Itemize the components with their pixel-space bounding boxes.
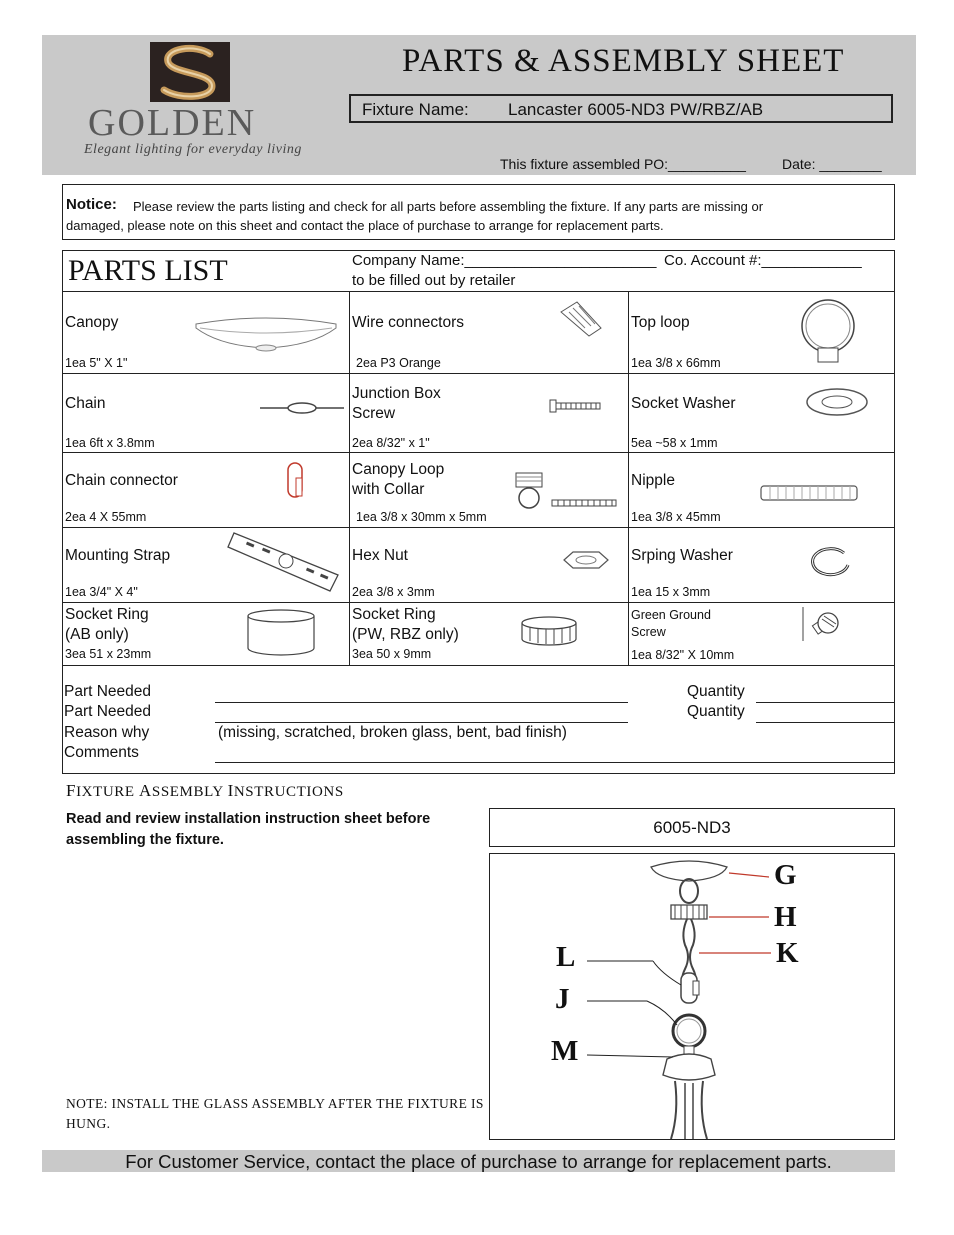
assembled-po-field: This fixture assembled PO:__________	[500, 156, 746, 172]
part-needed-label: Part Needed	[64, 703, 152, 720]
socket-ring-pw-icon	[518, 613, 580, 649]
diagram-label-j: J	[555, 983, 570, 1015]
part-name: Hex Nut	[352, 547, 408, 564]
row-divider	[62, 373, 895, 374]
top-loop-icon	[796, 298, 860, 368]
fixture-diagram-illustration	[489, 853, 895, 1140]
part-qty: 1ea 3/8 x 30mm x 5mm	[356, 510, 487, 524]
diagram-label-m: M	[551, 1035, 579, 1067]
spring-washer-icon	[804, 545, 856, 579]
instructions-read-text: Read and review installation instruction sheet before assembling the fixture.	[66, 811, 431, 848]
socket-ring-ab-icon	[244, 608, 318, 658]
part-qty: 2ea 8/32" x 1"	[352, 436, 430, 450]
row-divider	[62, 665, 895, 666]
part-qty: 1ea 15 x 3mm	[631, 585, 711, 599]
canopy-icon	[192, 310, 340, 355]
row-divider	[62, 291, 895, 292]
part-name: Socket Washer	[631, 395, 736, 412]
logo-wordmark: GOLDEN	[88, 102, 257, 144]
diagram-label-g: G	[774, 859, 797, 891]
part-qty: 1ea 3/8 x 66mm	[631, 356, 721, 370]
diagram-label-l: L	[556, 941, 576, 973]
date-field: Date: ________	[782, 156, 882, 172]
part-qty: 5ea ~58 x 1mm	[631, 436, 718, 450]
part-qty: 1ea 5" X 1"	[65, 356, 128, 370]
company-name-field: Company Name:_______________________	[352, 252, 657, 269]
part-name: Wire connectors	[352, 314, 464, 331]
part-qty: 3ea 50 x 9mm	[352, 647, 432, 661]
diagram-label-k: K	[776, 937, 799, 969]
part-name: Nipple	[631, 472, 675, 489]
row-divider	[62, 527, 895, 528]
reason-input-line[interactable]	[215, 762, 895, 763]
part-qty: 1ea 3/4" X 4"	[65, 585, 138, 599]
notice-text-line1: Please review the parts listing and check for all parts before assembling the fixture. If any parts are missing or	[133, 199, 764, 214]
quantity-label: Quantity	[687, 703, 745, 720]
page-title: PARTS & ASSEMBLY SHEET	[402, 43, 845, 79]
part-name: Top loop	[631, 314, 690, 331]
instructions-title: FIXTURE ASSEMBLY INSTRUCTIONS	[66, 781, 344, 800]
part-name: Socket Ring (PW, RBZ only)	[352, 606, 459, 643]
logo-tagline: Elegant lighting for everyday living	[84, 142, 302, 157]
part-qty: 3ea 51 x 23mm	[65, 647, 152, 661]
chain-icon	[258, 398, 346, 418]
row-divider	[62, 602, 895, 603]
glass-assembly-note: NOTE: INSTALL THE GLASS ASSEMBLY AFTER THE FIXTURE IS HUNG.	[66, 1096, 484, 1131]
nipple-icon	[758, 482, 860, 504]
reason-hint: (missing, scratched, broken glass, bent, bad finish)	[218, 724, 567, 741]
part-needed-input-line[interactable]	[215, 722, 628, 723]
hex-nut-icon	[561, 548, 611, 572]
comments-label: Comments	[64, 744, 139, 761]
mounting-strap-icon	[226, 525, 346, 597]
wire-connector-icon	[555, 298, 605, 340]
quantity-label: Quantity	[687, 683, 745, 700]
screw-icon	[549, 398, 601, 414]
part-name: Chain connector	[65, 472, 178, 489]
washer-icon	[805, 386, 869, 418]
row-divider	[62, 452, 895, 453]
part-qty: 2ea 3/8 x 3mm	[352, 585, 435, 599]
chain-connector-icon	[284, 460, 308, 502]
part-name: Srping Washer	[631, 547, 733, 564]
part-name: Chain	[65, 395, 106, 412]
notice-heading: Notice:	[66, 196, 117, 213]
fixture-name-label: Fixture Name:	[362, 100, 469, 119]
part-name: Canopy	[65, 314, 119, 331]
quantity-input-line[interactable]	[756, 702, 895, 703]
quantity-input-line[interactable]	[756, 722, 895, 723]
fixture-name-value: Lancaster 6005-ND3 PW/RBZ/AB	[508, 100, 764, 119]
customer-service-text: For Customer Service, contact the place of purchase to arrange for replacement parts.	[125, 1151, 832, 1172]
part-name: Junction Box Screw	[352, 385, 441, 422]
reason-label: Reason why	[64, 724, 150, 741]
part-needed-input-line[interactable]	[215, 702, 628, 703]
retailer-note: to be filled out by retailer	[352, 272, 516, 289]
canopy-loop-icon	[510, 470, 620, 514]
part-qty: 1ea 6ft x 3.8mm	[65, 436, 155, 450]
part-qty: 2ea 4 X 55mm	[65, 510, 147, 524]
notice-text-line2: damaged, please note on this sheet and contact the place of purchase to arrange for replacement parts.	[66, 218, 664, 233]
model-number: 6005-ND3	[653, 818, 731, 837]
account-number-field: Co. Account #:____________	[664, 252, 862, 269]
part-qty: 1ea 8/32" X 10mm	[631, 648, 735, 662]
part-qty: 2ea P3 Orange	[356, 356, 441, 370]
column-divider	[349, 291, 350, 665]
column-divider	[628, 291, 629, 665]
part-name: Socket Ring (AB only)	[65, 606, 149, 643]
part-name: Mounting Strap	[65, 547, 171, 564]
diagram-label-h: H	[774, 901, 797, 933]
part-qty: 1ea 3/8 x 45mm	[631, 510, 721, 524]
parts-list-title: PARTS LIST	[68, 254, 228, 287]
part-name: Canopy Loop with Collar	[352, 461, 445, 498]
ground-screw-icon	[800, 605, 844, 645]
part-name: Green Ground Screw	[631, 608, 711, 639]
part-needed-label: Part Needed	[64, 683, 152, 700]
